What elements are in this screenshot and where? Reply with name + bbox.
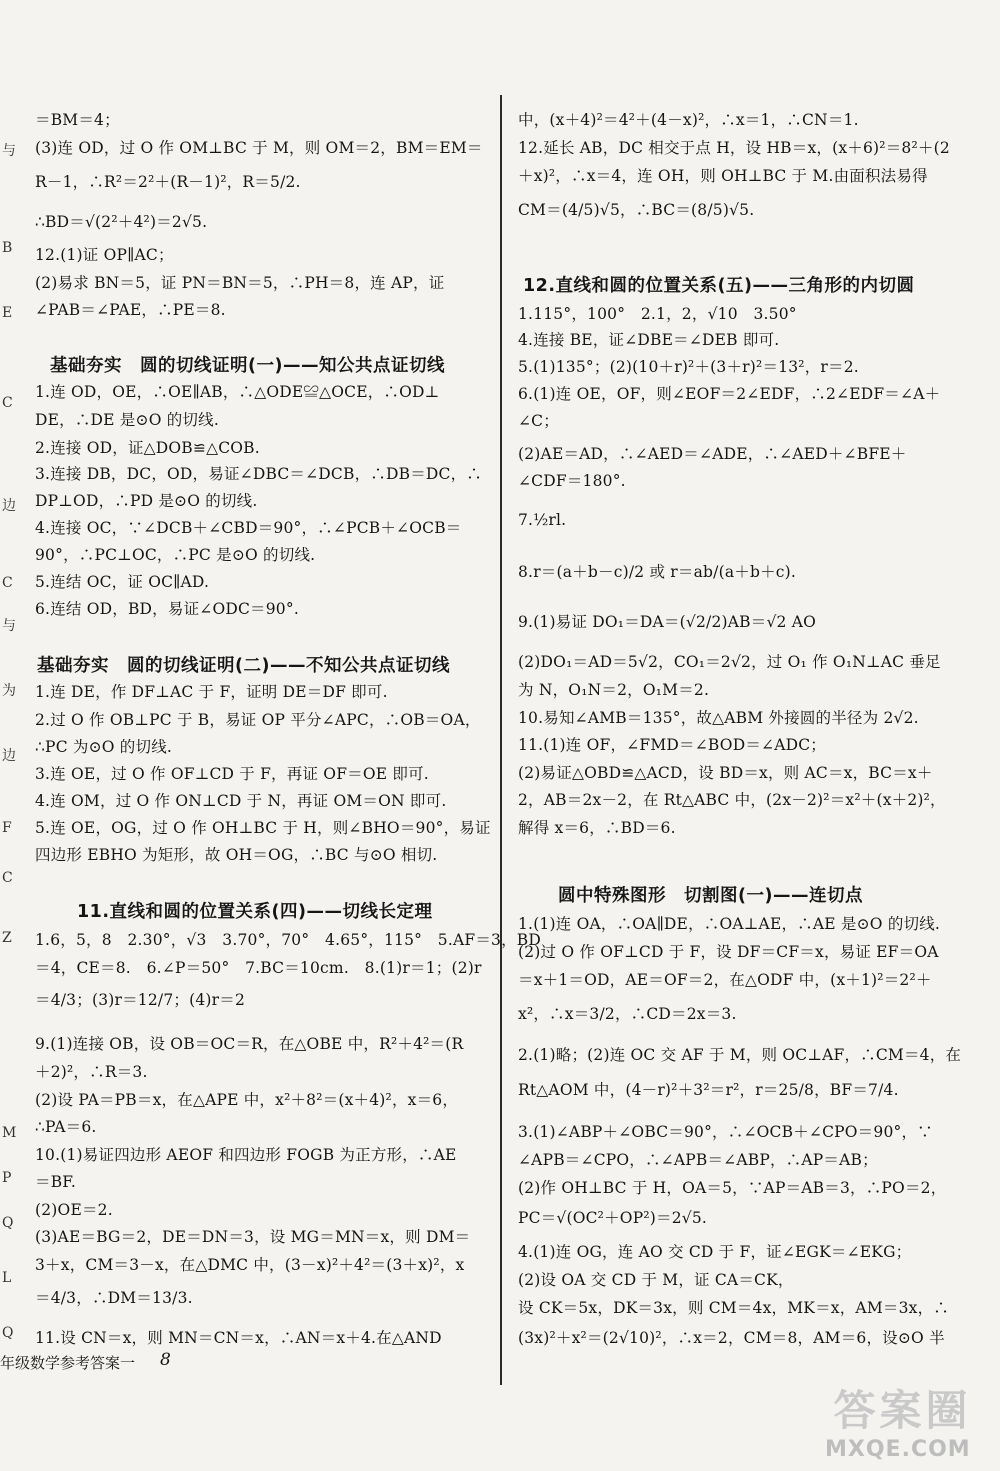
text-line: ∠C； (518, 412, 559, 430)
gutter-char: C (2, 395, 13, 411)
gutter-char: 与 (2, 143, 16, 159)
text-line: (2)作 OH⊥BC 于 H，OA＝5，∵AP＝AB＝3，∴PO＝2， (518, 1179, 947, 1197)
text-line: DE，∴DE 是⊙O 的切线. (35, 411, 219, 429)
text-line: 3.连接 DB，DC，OD，易证∠DBC＝∠DCB，∴DB＝DC，∴ (35, 465, 482, 483)
section-heading: 12.直线和圆的位置关系(五)——三角形的内切圆 (523, 276, 915, 296)
text-line: 3.连 OE，过 O 作 OF⊥CD 于 F，再证 OF＝OE 即可. (35, 765, 429, 783)
gutter-char: Z (2, 930, 12, 946)
gutter-char: F (2, 820, 12, 836)
text-line: (2)过 O 作 OF⊥CD 于 F，设 DF＝CF＝x，易证 EF＝OA (518, 943, 939, 961)
text-line: 10.易知∠AMB＝135°，故△ABM 外接圆的半径为 2√2. (518, 709, 919, 727)
footer-label: 年级数学参考答案一 (0, 1354, 136, 1372)
text-line: 5.连结 OC，证 OC∥AD. (35, 573, 210, 591)
text-line: ∴PC 为⊙O 的切线. (35, 738, 173, 756)
text-line: ＋2)²，∴R＝3. (35, 1063, 148, 1081)
text-line: 12.(1)证 OP∥AC； (35, 246, 174, 264)
section-heading: 基础夯实 圆的切线证明(一)——知公共点证切线 (50, 356, 445, 376)
text-line: ＝x＋1＝OD，AE＝OF＝2，在△ODF 中，(x＋1)²＝2²＋ (518, 971, 932, 989)
text-line: (2)设 PA＝PB＝x，在△APE 中，x²＋8²＝(x＋4)²，x＝6， (35, 1091, 459, 1109)
text-line: (2)OE＝2. (35, 1201, 113, 1219)
text-line: 4.连接 OC，∵∠DCB＋∠CBD＝90°，∴∠PCB＋∠OCB＝ (35, 519, 462, 537)
text-line: ∠CDF＝180°. (518, 472, 626, 490)
text-line: 2.(1)略；(2)连 OC 交 AF 于 M，则 OC⊥AF，∴CM＝4，在 (518, 1046, 962, 1064)
text-line: 12.延长 AB，DC 相交于点 H，设 HB＝x，(x＋6)²＝8²＋(2 (518, 139, 950, 157)
text-line: 中，(x＋4)²＝4²＋(4－x)²，∴x＝1，∴CN＝1. (518, 111, 859, 129)
gutter-char: 边 (2, 498, 16, 514)
text-line: 四边形 EBHO 为矩形，故 OH＝OG，∴BC 与⊙O 相切. (35, 846, 438, 864)
watermark-url: MXQE.COM (825, 1437, 971, 1462)
text-line: 7.½rl. (518, 511, 567, 529)
gutter-char: C (2, 870, 13, 886)
text-line: PC＝√(OC²＋OP²)＝2√5. (518, 1209, 708, 1227)
gutter-char: C (2, 575, 13, 591)
text-line: ＝BM＝4； (35, 111, 120, 129)
text-line: ＝BF. (35, 1173, 76, 1191)
text-line: ∠APB＝∠CPO，∴∠APB＝∠ABP，∴AP＝AB； (518, 1151, 878, 1169)
gutter-char: 边 (2, 748, 16, 764)
text-line: 6.连结 OD，BD，易证∠ODC＝90°. (35, 600, 299, 618)
text-line: (3)连 OD，过 O 作 OM⊥BC 于 M，则 OM＝2，BM＝EM＝ (35, 139, 483, 157)
text-line: 2.过 O 作 OB⊥PC 于 B，易证 OP 平分∠APC，∴OB＝OA， (35, 711, 481, 729)
text-line: 1.6，5，8 2.30°，√3 3.70°，70° 4.65°，115° 5.AF＝3，BD (35, 931, 542, 949)
watermark (815, 1385, 990, 1465)
text-line: 11.设 CN＝x，则 MN＝CN＝x，∴AN＝x＋4.在△AND (35, 1329, 442, 1347)
gutter-char: M (2, 1125, 17, 1141)
text-line: 1.连 OD，OE，∴OE∥AB，∴△ODE≌△OCE，∴OD⊥ (35, 383, 440, 401)
gutter-char: Q (2, 1215, 14, 1231)
text-line: ∠PAB＝∠PAE，∴PE＝8. (35, 301, 226, 319)
text-line: 2，AB＝2x－2，在 Rt△ABC 中，(2x－2)²＝x²＋(x＋2)²， (518, 791, 946, 809)
text-line: R－1，∴R²＝2²＋(R－1)²，R＝5/2. (35, 173, 301, 191)
text-line: ＝4，CE＝8. 6.∠P＝50° 7.BC＝10cm. 8.(1)r＝1；(2)r (35, 959, 482, 977)
text-line: 1.连 DE，作 DF⊥AC 于 F，证明 DE＝DF 即可. (35, 683, 388, 701)
column-divider (500, 95, 502, 1385)
gutter-char: P (2, 1170, 12, 1186)
section-heading: 基础夯实 圆的切线证明(二)——不知公共点证切线 (37, 656, 450, 676)
text-line: (2)易证△OBD≌△ACD，设 BD＝x，则 AC＝x，BC＝x＋ (518, 764, 933, 782)
watermark-logo: 答案圈 (833, 1386, 972, 1435)
text-line: CM＝(4/5)√5，∴BC＝(8/5)√5. (518, 201, 755, 219)
text-line: 4.(1)连 OG，连 AO 交 CD 于 F，证∠EGK＝∠EKG； (518, 1243, 912, 1261)
text-line: 4.连 OM，过 O 作 ON⊥CD 于 N，再证 OM＝ON 即可. (35, 792, 447, 810)
text-line: (2)易求 BN＝5，证 PN＝BN＝5，∴PH＝8，连 AP，证 (35, 274, 445, 292)
text-line: (2)AE＝AD，∴∠AED＝∠ADE，∴∠AED＋∠BFE＋ (518, 445, 907, 463)
text-line: x²，∴x＝3/2，∴CD＝2x＝3. (518, 1005, 737, 1023)
section-heading: 11.直线和圆的位置关系(四)——切线长定理 (77, 902, 433, 922)
left-margin-fragments (0, 0, 22, 1471)
text-line: 1.(1)连 OA，∴OA∥DE，∴OA⊥AE，∴AE 是⊙O 的切线. (518, 915, 941, 933)
gutter-char: L (2, 1270, 12, 1286)
text-line: DP⊥OD，∴PD 是⊙O 的切线. (35, 492, 258, 510)
text-line: 4.连接 BE，证∠DBE＝∠DEB 即可. (518, 331, 780, 349)
text-line: 6.(1)连 OE，OF，则∠EOF＝2∠EDF，∴2∠EDF＝∠A＋ (518, 385, 941, 403)
text-line: (3)AE＝BG＝2，DE＝DN＝3，设 MG＝MN＝x，则 DM＝ (35, 1228, 471, 1246)
text-line: 设 CK＝5x，DK＝3x，则 CM＝4x，MK＝x，AM＝3x，∴ (518, 1299, 949, 1317)
text-line: (2)设 OA 交 CD 于 M，证 CA＝CK， (518, 1271, 794, 1289)
text-line: (3x)²＋x²＝(2√10)²，∴x＝2，CM＝8，AM＝6，设⊙O 半 (518, 1329, 945, 1347)
text-line: 3＋x，CM＝3－x，在△DMC 中，(3－x)²＋4²＝(3＋x)²，x (35, 1256, 465, 1274)
text-line: ＝4/3；(3)r＝12/7；(4)r＝2 (35, 991, 246, 1009)
text-line: 11.(1)连 OF，∠FMD＝∠BOD＝∠ADC； (518, 736, 827, 754)
text-line: 3.(1)∠ABP＋∠OBC＝90°，∴∠OCB＋∠CPO＝90°，∵ (518, 1123, 933, 1141)
text-line: 5.(1)135°；(2)(10＋r)²＋(3＋r)²＝13²，r＝2. (518, 358, 859, 376)
text-line: ∴PA＝6. (35, 1118, 97, 1136)
text-line: ∴BD＝√(2²＋4²)＝2√5. (35, 213, 208, 231)
text-line: 5.连 OE，OG，过 O 作 OH⊥BC 于 H，则∠BHO＝90°，易证 (35, 819, 491, 837)
text-line: ＋x)²，∴x＝4，连 OH，则 OH⊥BC 于 M.由面积法易得 (518, 167, 928, 185)
text-line: Rt△AOM 中，(4－r)²＋3²＝r²，r＝25/8，BF＝7/4. (518, 1081, 899, 1099)
page-number: 8 (160, 1350, 171, 1370)
text-line: 8.r＝(a＋b－c)/2 或 r＝ab/(a＋b＋c). (518, 563, 797, 581)
gutter-char: E (2, 305, 13, 321)
gutter-char: 为 (2, 683, 16, 699)
text-line: ＝4/3，∴DM＝13/3. (35, 1289, 193, 1307)
text-line: 1.115°，100° 2.1，2，√10 3.50° (518, 305, 797, 323)
text-line: 2.连接 OD，证△DOB≌△COB. (35, 439, 260, 457)
text-line: 10.(1)易证四边形 AEOF 和四边形 FOGB 为正方形，∴AE (35, 1146, 457, 1164)
text-line: 为 N，O₁N＝2，O₁M＝2. (518, 681, 710, 699)
gutter-char: Q (2, 1325, 14, 1341)
text-line: (2)DO₁＝AD＝5√2，CO₁＝2√2，过 O₁ 作 O₁N⊥AC 垂足 (518, 653, 941, 671)
gutter-char: 与 (2, 618, 16, 634)
gutter-char: B (2, 240, 13, 256)
section-heading: 圆中特殊图形 切割图(一)——连切点 (558, 886, 863, 906)
text-line: 解得 x＝6，∴BD＝6. (518, 819, 676, 837)
text-line: 90°，∴PC⊥OC，∴PC 是⊙O 的切线. (35, 546, 316, 564)
text-line: 9.(1)易证 DO₁＝DA＝(√2/2)AB＝√2 AO (518, 613, 817, 631)
text-line: 9.(1)连接 OB，设 OB＝OC＝R，在△OBE 中，R²＋4²＝(R (35, 1035, 464, 1053)
